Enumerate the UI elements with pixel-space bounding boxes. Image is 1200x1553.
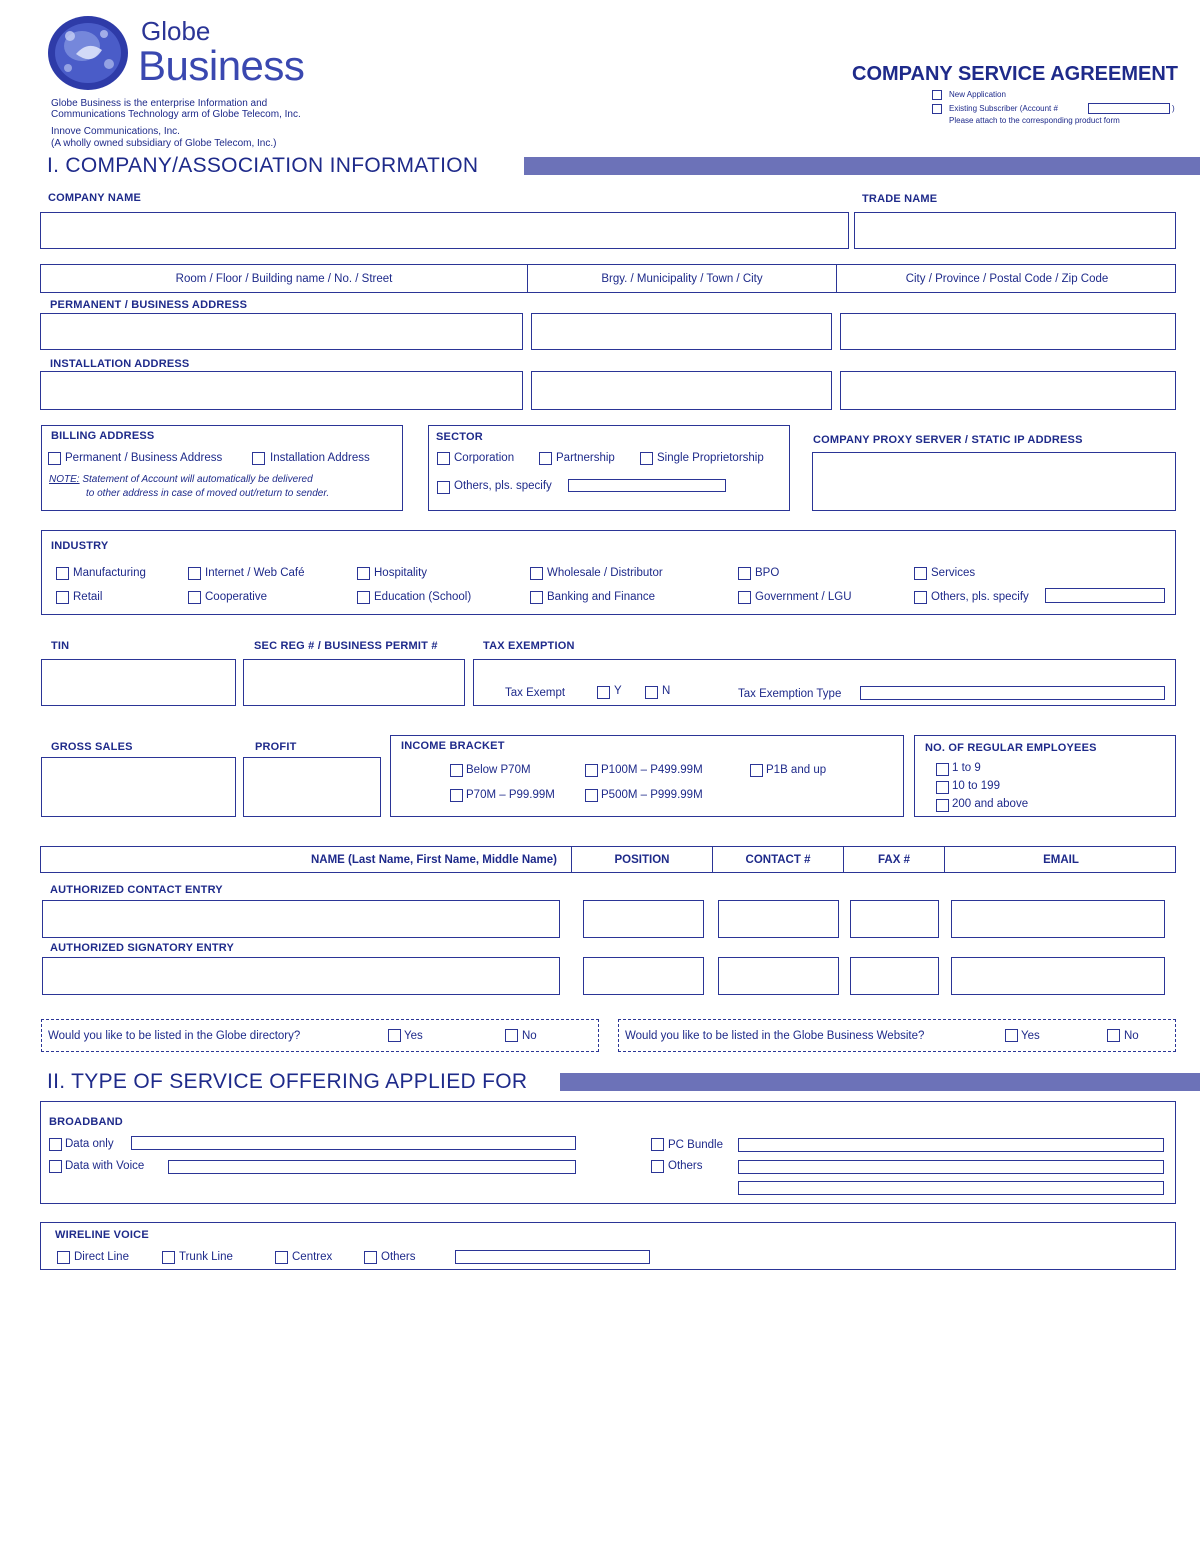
website-question: Would you like to be listed in the Globe Business Website? [625, 1030, 925, 1042]
tax-n-checkbox[interactable] [645, 686, 658, 699]
col-contact: CONTACT # [713, 847, 844, 872]
industry-others-input[interactable] [1045, 588, 1165, 603]
col-position: POSITION [572, 847, 713, 872]
industry-option-label: Services [931, 567, 976, 579]
sector-single-label: Single Proprietorship [657, 452, 764, 464]
data-only-checkbox[interactable] [49, 1138, 62, 1151]
broadband-others-input-2[interactable] [738, 1181, 1164, 1195]
col-name: NAME (Last Name, First Name, Middle Name) [41, 847, 572, 872]
tin-input[interactable] [41, 659, 236, 706]
company-desc-4: (A wholly owned subsidiary of Globe Telecom, Inc.) [51, 138, 277, 149]
sector-corporation-checkbox[interactable] [437, 452, 450, 465]
sector-partnership-checkbox[interactable] [539, 452, 552, 465]
industry-option-checkbox[interactable] [738, 567, 751, 580]
profit-label: PROFIT [255, 741, 297, 753]
industry-option-checkbox[interactable] [530, 591, 543, 604]
employees-200-label: 200 and above [952, 798, 1029, 810]
billing-installation-label: Installation Address [270, 452, 370, 464]
tax-y-label: Y [614, 685, 622, 697]
sector-partnership-label: Partnership [556, 452, 615, 464]
brand-business: Business [138, 42, 305, 89]
authorized-contact-label: AUTHORIZED CONTACT ENTRY [50, 884, 223, 896]
trunk-line-checkbox[interactable] [162, 1251, 175, 1264]
employees-200-checkbox[interactable] [936, 799, 949, 812]
website-no-label: No [1124, 1030, 1139, 1042]
data-only-label: Data only [65, 1138, 114, 1150]
billing-permanent-checkbox[interactable] [48, 452, 61, 465]
wireline-label: WIRELINE VOICE [55, 1229, 149, 1241]
address-header-row [40, 264, 1176, 293]
pc-bundle-checkbox[interactable] [651, 1138, 664, 1151]
addr-col-street: Room / Floor / Building name / No. / Street [41, 265, 528, 292]
industry-option-label: Cooperative [205, 591, 268, 603]
company-name-input[interactable] [40, 212, 849, 249]
sector-others-label: Others, pls. specify [454, 480, 552, 492]
employees-10-199-checkbox[interactable] [936, 781, 949, 794]
section1-bar [524, 157, 1200, 175]
installation-city-input[interactable] [840, 371, 1176, 410]
gross-sales-label: GROSS SALES [51, 741, 133, 753]
pc-bundle-label: PC Bundle [668, 1139, 723, 1151]
installation-street-input[interactable] [40, 371, 523, 410]
industry-option-label: Internet / Web Café [205, 567, 305, 579]
pc-bundle-input[interactable] [738, 1138, 1164, 1152]
contact-position-input[interactable] [583, 900, 704, 938]
income-500m-checkbox[interactable] [585, 789, 598, 802]
employees-10-199-label: 10 to 199 [952, 780, 1000, 792]
tax-exemption-label: TAX EXEMPTION [483, 640, 575, 652]
broadband-others-label: Others [668, 1160, 703, 1172]
industry-option-label: Education (School) [374, 591, 472, 603]
income-1b-checkbox[interactable] [750, 764, 763, 777]
income-100m-label: P100M – P499.99M [601, 764, 703, 776]
sector-single-checkbox[interactable] [640, 452, 653, 465]
industry-option-checkbox[interactable] [56, 591, 69, 604]
permanent-street-input[interactable] [40, 313, 523, 350]
broadband-others-checkbox[interactable] [651, 1160, 664, 1173]
contact-header-row [40, 846, 1176, 873]
income-bracket-label: INCOME BRACKET [401, 740, 505, 752]
section2-bar [560, 1073, 1200, 1091]
income-70m-checkbox[interactable] [450, 789, 463, 802]
globe-logo-icon [46, 14, 130, 92]
income-below-70m-label: Below P70M [466, 764, 531, 776]
signatory-name-input[interactable] [42, 957, 560, 995]
billing-note-prefix: NOTE: [49, 474, 80, 485]
proxy-input[interactable] [812, 452, 1176, 511]
directory-no-checkbox[interactable] [505, 1029, 518, 1042]
industry-option-label: Hospitality [374, 567, 428, 579]
signatory-fax-input[interactable] [850, 957, 939, 995]
data-only-input[interactable] [131, 1136, 576, 1150]
website-no-checkbox[interactable] [1107, 1029, 1120, 1042]
addr-col-city: City / Province / Postal Code / Zip Code [905, 272, 1109, 285]
billing-note-text: Statement of Account will automatically be delivered [79, 474, 313, 485]
employees-1-9-label: 1 to 9 [952, 762, 981, 774]
directory-no-label: No [522, 1030, 537, 1042]
sector-others-input[interactable] [568, 479, 726, 492]
billing-note-2: to other address in case of moved out/return to sender. [86, 488, 330, 499]
sector-corporation-label: Corporation [454, 452, 515, 464]
wireline-others-label: Others [381, 1251, 416, 1263]
income-500m-label: P500M – P999.99M [601, 789, 703, 801]
industry-option-label: Government / LGU [755, 591, 852, 603]
signatory-position-input[interactable] [583, 957, 704, 995]
brand-globe: Globe [141, 16, 211, 46]
tin-label: TIN [51, 640, 70, 652]
new-application-label: New Application [949, 90, 1006, 99]
directory-yes-checkbox[interactable] [388, 1029, 401, 1042]
direct-line-label: Direct Line [74, 1251, 129, 1263]
permanent-brgy-input[interactable] [531, 313, 832, 350]
industry-option-checkbox[interactable] [914, 567, 927, 580]
employees-1-9-checkbox[interactable] [936, 763, 949, 776]
new-application-checkbox[interactable] [932, 90, 942, 100]
permanent-address-label: PERMANENT / BUSINESS ADDRESS [50, 299, 248, 311]
industry-option-label: Banking and Finance [547, 591, 656, 603]
industry-option-checkbox[interactable] [530, 567, 543, 580]
tax-exemption-type-input[interactable] [860, 686, 1165, 700]
data-voice-label: Data with Voice [65, 1160, 145, 1172]
employees-label: NO. OF REGULAR EMPLOYEES [925, 742, 1097, 754]
data-voice-input[interactable] [168, 1160, 576, 1174]
industry-option-checkbox[interactable] [56, 567, 69, 580]
website-yes-label: Yes [1021, 1030, 1040, 1042]
existing-subscriber-close: ) [1172, 104, 1175, 113]
trade-name-input[interactable] [854, 212, 1176, 249]
directory-question: Would you like to be listed in the Globe directory? [48, 1030, 301, 1042]
billing-permanent-label: Permanent / Business Address [65, 452, 223, 464]
industry-option-checkbox[interactable] [188, 567, 201, 580]
centrex-label: Centrex [292, 1251, 333, 1263]
proxy-label: COMPANY PROXY SERVER / STATIC IP ADDRESS [813, 434, 1083, 446]
tax-n-label: N [662, 685, 671, 697]
direct-line-checkbox[interactable] [57, 1251, 70, 1264]
sector-others-checkbox[interactable] [437, 481, 450, 494]
contact-email-input[interactable] [951, 900, 1165, 938]
sec-reg-label: SEC REG # / BUSINESS PERMIT # [254, 640, 438, 652]
wireline-others-checkbox[interactable] [364, 1251, 377, 1264]
section2-title: II. TYPE OF SERVICE OFFERING APPLIED FOR [47, 1070, 528, 1093]
trunk-line-label: Trunk Line [179, 1251, 233, 1263]
industry-option-checkbox[interactable] [357, 567, 370, 580]
gross-sales-input[interactable] [41, 757, 236, 817]
installation-address-label: INSTALLATION ADDRESS [50, 358, 190, 370]
income-100m-checkbox[interactable] [585, 764, 598, 777]
addr-col-brgy: Brgy. / Municipality / Town / City [528, 265, 837, 292]
profit-input[interactable] [243, 757, 381, 817]
existing-subscriber-label: Existing Subscriber (Account # [949, 104, 1058, 113]
income-70m-label: P70M – P99.99M [466, 789, 555, 801]
contact-name-input[interactable] [42, 900, 560, 938]
sector-label: SECTOR [436, 431, 483, 443]
income-1b-label: P1B and up [766, 764, 827, 776]
col-fax: FAX # [844, 847, 945, 872]
signatory-contact-input[interactable] [718, 957, 839, 995]
industry-option-label: Others, pls. specify [931, 591, 1029, 603]
form-title: COMPANY SERVICE AGREEMENT [852, 63, 1178, 85]
account-number-input[interactable] [1088, 103, 1170, 114]
website-yes-checkbox[interactable] [1005, 1029, 1018, 1042]
tax-y-checkbox[interactable] [597, 686, 610, 699]
directory-yes-label: Yes [404, 1030, 423, 1042]
billing-address-label: BILLING ADDRESS [51, 430, 155, 442]
sec-reg-input[interactable] [243, 659, 465, 706]
wireline-others-input[interactable] [455, 1250, 650, 1264]
signatory-email-input[interactable] [951, 957, 1165, 995]
contact-fax-input[interactable] [850, 900, 939, 938]
contact-contact-input[interactable] [718, 900, 839, 938]
company-desc-1: Globe Business is the enterprise Information and [51, 98, 268, 109]
industry-option-checkbox[interactable] [914, 591, 927, 604]
billing-note-1 [49, 474, 313, 485]
data-voice-checkbox[interactable] [49, 1160, 62, 1173]
billing-installation-checkbox[interactable] [252, 452, 265, 465]
industry-option-label: BPO [755, 567, 780, 579]
trade-name-label: TRADE NAME [862, 193, 938, 205]
industry-option-label: Manufacturing [73, 567, 146, 579]
broadband-others-input-1[interactable] [738, 1160, 1164, 1174]
centrex-checkbox[interactable] [275, 1251, 288, 1264]
industry-option-checkbox[interactable] [357, 591, 370, 604]
company-desc-2: Communications Technology arm of Globe Telecom, Inc. [51, 109, 301, 120]
existing-subscriber-checkbox[interactable] [932, 104, 942, 114]
company-desc-3: Innove Communications, Inc. [51, 126, 180, 137]
broadband-label: BROADBAND [49, 1116, 123, 1128]
income-below-70m-checkbox[interactable] [450, 764, 463, 777]
industry-label: INDUSTRY [51, 540, 109, 552]
permanent-city-input[interactable] [840, 313, 1176, 350]
authorized-signatory-label: AUTHORIZED SIGNATORY ENTRY [50, 942, 235, 954]
installation-brgy-input[interactable] [531, 371, 832, 410]
col-email: EMAIL [1043, 853, 1079, 866]
globe-logo [46, 14, 130, 92]
tax-exempt-label: Tax Exempt [505, 687, 566, 699]
industry-option-checkbox[interactable] [738, 591, 751, 604]
industry-option-label: Retail [73, 591, 103, 603]
attach-note: Please attach to the corresponding product form [949, 116, 1120, 125]
company-name-label: COMPANY NAME [48, 192, 142, 204]
industry-option-label: Wholesale / Distributor [547, 567, 663, 579]
tax-exemption-type-label: Tax Exemption Type [738, 688, 842, 700]
industry-option-checkbox[interactable] [188, 591, 201, 604]
section1-title: I. COMPANY/ASSOCIATION INFORMATION [47, 154, 479, 177]
